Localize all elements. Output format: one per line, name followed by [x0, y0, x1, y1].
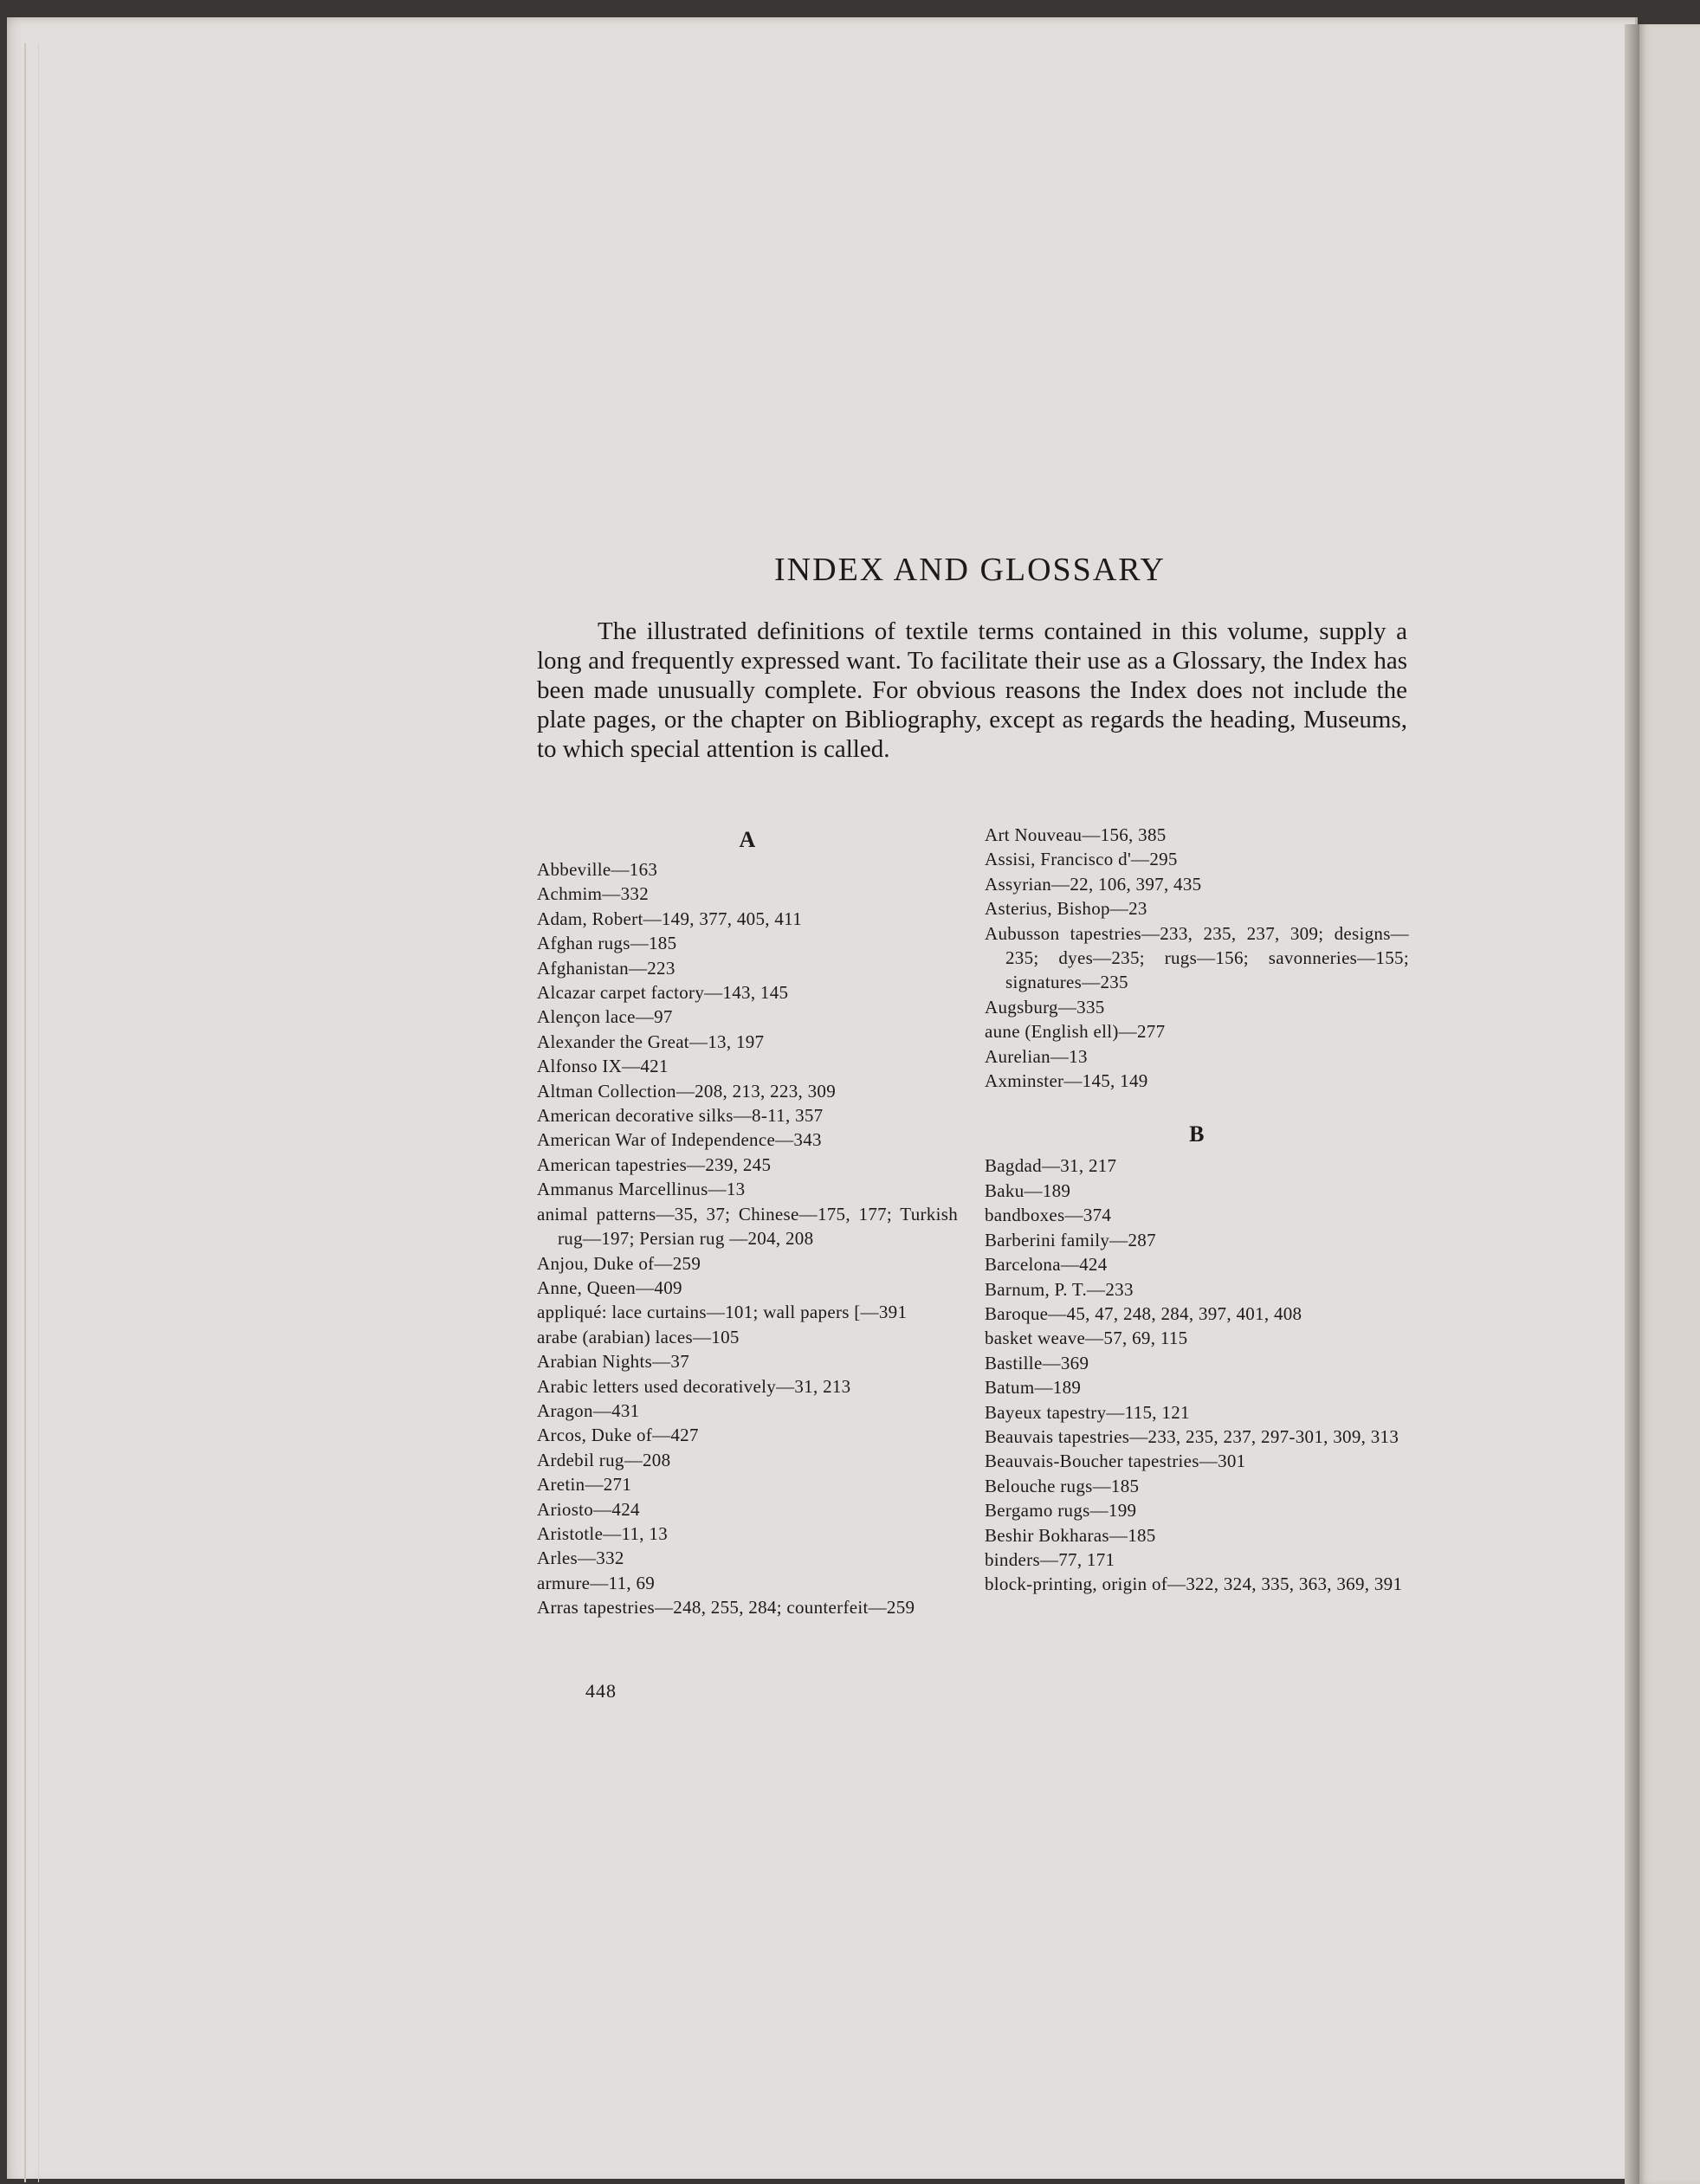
index-entry: Bayeux tapestry—115, 121: [985, 1401, 1190, 1423]
index-entry: Anjou, Duke of—259: [537, 1252, 701, 1274]
index-entry: Batum—189: [985, 1377, 1082, 1399]
index-entry: animal patterns—35, 37; Chinese—175, 177; Turkish rug—197; Persian rug —204, 208: [537, 1203, 958, 1250]
index-entry: American tapestries—239, 245: [537, 1153, 772, 1175]
section-letter-b: B: [1189, 1121, 1205, 1147]
entry-list-a-right: [985, 823, 1409, 1093]
index-entry: Aubusson tapestries—233, 235, 237, 309; designs—235; dyes—235; rugs—156; savonneries—155; signatures—235: [985, 922, 1409, 993]
index-column-right: [985, 823, 1409, 1597]
index-entry: binders—77, 171: [985, 1548, 1115, 1570]
index-entry: Alençon lace—97: [537, 1006, 673, 1028]
intro-text: The illustrated definitions of textile terms contained in this volume, supply a long and frequently expressed want. To facilitate their use as a Glossary, the Index has been made unusually complete. For obvious reasons the Index does not include the plate pages, or the chapter on Bibliography, except as regards the heading, Museums, to which special attention is called.: [537, 617, 1407, 763]
index-entry: Anne, Queen—409: [537, 1276, 682, 1298]
index-entry: basket weave—57, 69, 115: [985, 1328, 1188, 1349]
index-entry: Aragon—431: [537, 1399, 640, 1421]
index-entry: Afghanistan—223: [537, 957, 675, 979]
index-entry: Arabic letters used decoratively—31, 213: [537, 1375, 851, 1397]
page-number: 448: [585, 1680, 617, 1702]
index-entry: Arras tapestries—248, 255, 284; counterfeit—259: [537, 1597, 915, 1619]
index-entry: aune (English ell)—277: [985, 1021, 1166, 1043]
intro-paragraph: [537, 617, 1407, 764]
index-entry: Bastille—369: [985, 1352, 1089, 1373]
index-entry: arabe (arabian) laces—105: [537, 1326, 740, 1347]
index-entry: Beshir Bokharas—185: [985, 1524, 1156, 1546]
index-entry: Assisi, Francisco d'—295: [985, 849, 1178, 870]
index-entry: Arcos, Duke of—427: [537, 1425, 699, 1446]
index-entry: Alexander the Great—13, 197: [537, 1031, 765, 1052]
index-entry: Ardebil rug—208: [537, 1449, 671, 1470]
index-entry: Afghan rugs—185: [537, 933, 677, 954]
index-entry: Baku—189: [985, 1179, 1071, 1201]
index-entry: bandboxes—374: [985, 1205, 1112, 1226]
entry-list-b: [985, 1153, 1409, 1596]
index-entry: Aristotle—11, 13: [537, 1522, 669, 1544]
index-entry: Assyrian—22, 106, 397, 435: [985, 873, 1202, 895]
index-entry: Ariosto—424: [537, 1498, 640, 1520]
index-entry: Barcelona—424: [985, 1254, 1108, 1276]
index-entry: Beauvais tapestries—233, 235, 237, 297-301, 309, 313: [985, 1425, 1399, 1447]
index-entry: Adam, Robert—149, 377, 405, 411: [537, 908, 802, 929]
index-entry: Asterius, Bishop—23: [985, 898, 1147, 920]
index-entry: American War of Independence—343: [537, 1129, 822, 1151]
index-entry: Axminster—145, 149: [985, 1070, 1148, 1092]
index-entry: Augsburg—335: [985, 996, 1105, 1018]
index-entry: Bergamo rugs—199: [985, 1500, 1137, 1522]
index-column-left: [537, 823, 958, 1620]
index-entry: Achmim—332: [537, 883, 649, 905]
index-entry: Arabian Nights—37: [537, 1351, 689, 1373]
index-entry: Arles—332: [537, 1548, 624, 1569]
index-entry: Barberini family—287: [985, 1229, 1156, 1250]
index-entry: Aretin—271: [537, 1474, 632, 1496]
entry-list-a-left: [537, 857, 958, 1620]
index-entry: armure—11, 69: [537, 1572, 656, 1593]
index-entry: Belouche rugs—185: [985, 1475, 1140, 1496]
index-entry: Baroque—45, 47, 248, 284, 397, 401, 408: [985, 1302, 1302, 1324]
index-entry: Abbeville—163: [537, 859, 658, 880]
index-entry: appliqué: lace curtains—101; wall papers [—391: [537, 1302, 908, 1323]
index-entry: Altman Collection—208, 213, 223, 309: [537, 1080, 837, 1102]
index-entry: Beauvais-Boucher tapestries—301: [985, 1451, 1246, 1472]
index-entry: American decorative silks—8-11, 357: [537, 1105, 824, 1127]
section-letter-a: A: [739, 827, 756, 852]
index-entry: Aurelian—13: [985, 1045, 1088, 1067]
index-entry: Ammanus Marcellinus—13: [537, 1179, 746, 1200]
index-entry: block-printing, origin of—322, 324, 335, 363, 369, 391: [985, 1573, 1403, 1595]
index-entry: Art Nouveau—156, 385: [985, 824, 1167, 845]
index-entry: Alfonso IX—421: [537, 1056, 669, 1077]
index-entry: Barnum, P. T.—233: [985, 1278, 1134, 1300]
page-title: INDEX AND GLOSSARY: [774, 552, 1166, 588]
index-entry: Bagdad—31, 217: [985, 1155, 1117, 1177]
index-entry: Alcazar carpet factory—143, 145: [537, 982, 789, 1004]
